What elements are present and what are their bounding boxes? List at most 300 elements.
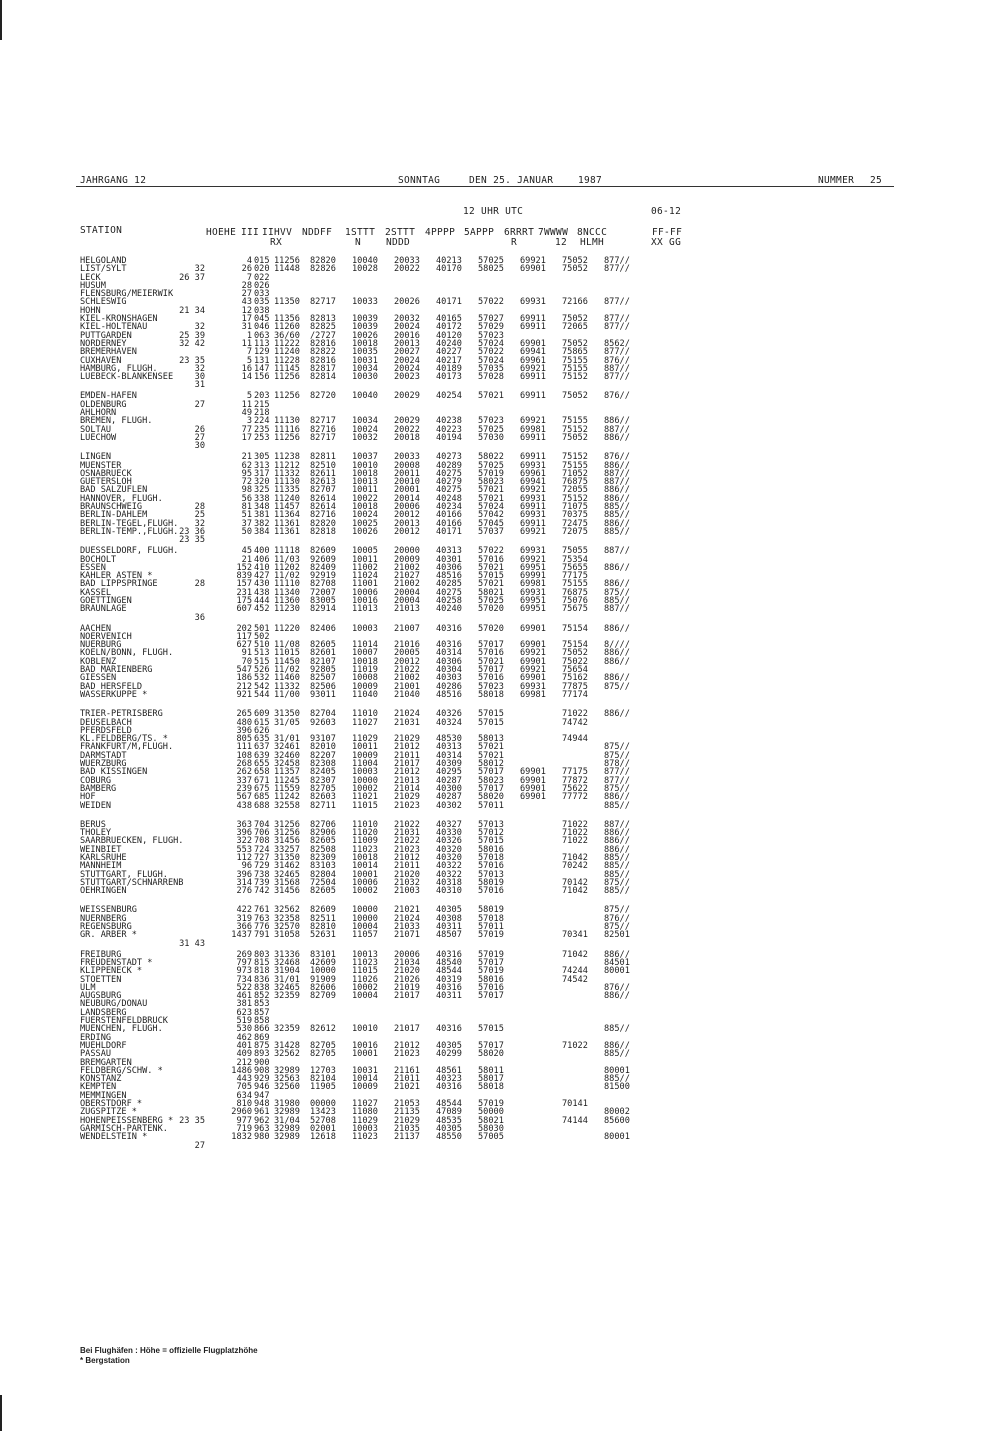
- cell-6rrrt: 69921: [520, 665, 546, 676]
- cell-iii: 803: [254, 949, 270, 960]
- cell-8nccc: 8////: [604, 640, 630, 651]
- cell-6rrrt: [520, 743, 560, 751]
- cell-1sttt: 11057: [352, 930, 378, 941]
- weekday: SONNTAG: [398, 175, 441, 186]
- cell-iii: 452: [254, 604, 270, 615]
- cell-station: KAHLER ASTEN *: [80, 571, 153, 582]
- cell-nddff: 82508: [310, 844, 336, 855]
- station-group: [80, 256, 720, 391]
- cell-hoehe: 462: [236, 1032, 252, 1043]
- cell-iii: 727: [254, 853, 270, 863]
- cell-5appp: 57016: [478, 648, 504, 659]
- cell-6rrrt: 69901: [520, 656, 546, 667]
- cell-7wwww: [562, 282, 602, 290]
- cell-8nccc: [604, 274, 669, 282]
- cell-hoehe: 443: [236, 1074, 252, 1085]
- cell-5appp: 57017: [478, 991, 504, 1002]
- cell-6rrrt: 69911: [520, 518, 546, 529]
- cell-hoehe: 805: [236, 734, 252, 745]
- cell-station: EMDEN-HAFEN: [80, 391, 137, 402]
- cell-hoehe: 31: [241, 322, 252, 333]
- cell-nddff: 83005: [310, 595, 336, 606]
- cell-iii: 738: [254, 869, 270, 880]
- cell-nddff: 82914: [310, 604, 336, 615]
- station-group: [80, 949, 720, 1151]
- cell-iihvv: 11130: [274, 477, 300, 488]
- cell-6rrrt: 69921: [520, 554, 546, 565]
- cell-4pppp: 40189: [436, 363, 462, 374]
- cell-8nccc: 875//: [604, 783, 630, 794]
- cell-5appp: 57017: [478, 957, 504, 968]
- cell-station: ESSEN: [80, 562, 106, 573]
- cell-hoehe: 797: [236, 957, 252, 968]
- cell-8nccc: 886//: [604, 416, 630, 427]
- cell-2sttt: 20033: [394, 256, 420, 266]
- cell-5appp: 57017: [478, 640, 504, 651]
- cell-5appp: [478, 282, 518, 290]
- cell-4pppp: 40240: [436, 338, 462, 349]
- cell-6rrrt: 69951: [520, 562, 546, 573]
- cell-6rrrt: 69911: [520, 322, 546, 333]
- cell-2sttt: 20032: [394, 314, 420, 325]
- cell-2sttt: [394, 1009, 434, 1017]
- cell-hoehe: 977: [236, 1115, 252, 1126]
- cell-6rrrt: 69931: [520, 493, 546, 504]
- cell-2sttt: 21033: [394, 922, 420, 933]
- cell-station: WUERZBURG: [80, 759, 127, 770]
- cell-station: KASSEL: [80, 587, 112, 598]
- cell-4pppp: 40173: [436, 372, 462, 383]
- cell-6rrrt: [520, 906, 560, 914]
- cell-station: BAMBERG: [80, 783, 117, 794]
- cell-iii: 761: [254, 905, 270, 916]
- cell-iihvv: 11110: [274, 579, 300, 590]
- cell-6rrrt: 69901: [520, 623, 546, 634]
- cell-1sttt: 10000: [352, 775, 378, 786]
- cell-7wwww: 77175: [562, 767, 588, 778]
- cell-2sttt: 20012: [394, 656, 420, 667]
- cell-nddff: 82716: [310, 510, 336, 521]
- cell-6rrrt: [520, 1075, 560, 1083]
- cell-hoehe: 14: [241, 372, 252, 383]
- cell-nddff: 82717: [310, 432, 336, 443]
- cell-4pppp: 40213: [436, 256, 462, 266]
- cell-8nccc: [604, 401, 669, 409]
- header-1sttt: 1STTT: [345, 227, 376, 238]
- cell-station: REGENSBURG: [80, 922, 132, 933]
- station-table: [80, 257, 720, 1153]
- cell-7wwww: [562, 1067, 602, 1075]
- cell-iii: 658: [254, 767, 270, 778]
- cell-7wwww: 71052: [562, 468, 588, 479]
- table-row: [80, 1132, 720, 1151]
- cell-hoehe: 810: [236, 1099, 252, 1110]
- cell-hoehe: 363: [236, 819, 252, 830]
- cell-5appp: 57005: [478, 1132, 504, 1143]
- cell-nddff: 82717: [310, 416, 336, 427]
- cell-1sttt: 10009: [352, 750, 378, 761]
- cell-nddff: 82601: [310, 648, 336, 659]
- cell-1sttt: 10014: [352, 861, 378, 872]
- cell-iii: 671: [254, 775, 270, 786]
- cell-1sttt: 11027: [352, 717, 378, 728]
- cell-4pppp: 48507: [436, 930, 462, 941]
- cell-6rrrt: 69901: [520, 338, 546, 349]
- cell-iii: 739: [254, 877, 270, 888]
- cell-ff-ff: 23 35: [179, 1115, 205, 1126]
- cell-nddff: 82511: [310, 913, 336, 924]
- cell-6rrrt: [520, 282, 560, 290]
- cell-hoehe: 401: [236, 1040, 252, 1051]
- cell-8nccc: 886//: [604, 844, 630, 855]
- cell-station: KOBLENZ: [80, 656, 117, 667]
- cell-hoehe: 11: [241, 338, 252, 349]
- cell-1sttt: 10002: [352, 783, 378, 794]
- cell-7wwww: [562, 752, 602, 760]
- cell-iii: 615: [254, 717, 270, 728]
- cell-5appp: 57023: [478, 681, 504, 692]
- cell-station: WEISSENBURG: [80, 905, 137, 916]
- cell-2sttt: 20029: [394, 416, 420, 427]
- cell-8nccc: 887//: [604, 424, 630, 435]
- cell-nddff: 82606: [310, 982, 336, 993]
- cell-nddff: [310, 274, 350, 282]
- cell-hoehe: 396: [236, 725, 252, 736]
- table-row: [80, 372, 720, 391]
- cell-5appp: 57017: [478, 767, 504, 778]
- cell-6rrrt: 69951: [520, 604, 546, 615]
- cell-hoehe: 322: [236, 836, 252, 847]
- cell-nddff: 82614: [310, 493, 336, 504]
- cell-5appp: 57012: [478, 828, 504, 839]
- cell-hoehe: 519: [236, 1016, 252, 1027]
- cell-station: KEMPTEN: [80, 1082, 117, 1093]
- cell-6rrrt: [520, 821, 560, 829]
- cell-2sttt: 21022: [394, 665, 420, 676]
- cell-4pppp: 40320: [436, 844, 462, 855]
- cell-iihvv: [274, 1009, 308, 1017]
- cell-5appp: 57015: [478, 1024, 504, 1035]
- cell-iihvv: 31904: [274, 966, 300, 977]
- cell-hoehe: 319: [236, 913, 252, 924]
- cell-8nccc: 885//: [604, 595, 630, 606]
- cell-2sttt: 21023: [394, 1049, 420, 1060]
- cell-7wwww: 75155: [562, 460, 588, 471]
- cell-hoehe: 262: [236, 767, 252, 778]
- cell-iii: 742: [254, 886, 270, 897]
- cell-nddff: [310, 1009, 350, 1017]
- cell-4pppp: 40305: [436, 905, 462, 916]
- cell-7wwww: 75152: [562, 372, 588, 383]
- cell-7wwww: 74944: [562, 734, 588, 745]
- cell-5appp: 57019: [478, 468, 504, 479]
- cell-7wwww: 71042: [562, 886, 588, 897]
- cell-4pppp: 40273: [436, 452, 462, 463]
- cell-4pppp: 40326: [436, 709, 462, 720]
- cell-2sttt: 21002: [394, 579, 420, 590]
- cell-ff-ff: 27: [194, 1140, 205, 1151]
- cell-hoehe: 21: [241, 452, 252, 463]
- cell-1sttt: 11029: [352, 734, 378, 745]
- cell-7wwww: 75654: [562, 665, 588, 676]
- cell-station: TRIER-PETRISBERG: [80, 709, 163, 720]
- cell-5appp: 58021: [478, 1115, 504, 1126]
- cell-hoehe: 276: [236, 886, 252, 897]
- cell-4pppp: 40171: [436, 526, 462, 537]
- cell-iihvv: 11/02: [274, 665, 300, 676]
- cell-iihvv: 31456: [274, 836, 300, 847]
- cell-iii: 724: [254, 844, 270, 855]
- cell-nddff: 82709: [310, 991, 336, 1002]
- cell-4pppp: 40223: [436, 424, 462, 435]
- cell-6rrrt: 69921: [520, 416, 546, 427]
- table-row: [80, 719, 720, 727]
- cell-1sttt: 11029: [352, 1115, 378, 1126]
- cell-station: BREMEN, FLUGH.: [80, 416, 153, 427]
- cell-hoehe: 337: [236, 775, 252, 786]
- cell-station: BREMGARTEN: [80, 1057, 132, 1068]
- header-iii: III: [241, 227, 260, 238]
- cell-iii: 338: [254, 493, 270, 504]
- cell-6rrrt: [520, 829, 560, 837]
- cell-hoehe: 627: [236, 640, 252, 651]
- cell-6rrrt: 69911: [520, 372, 546, 383]
- cell-7wwww: 75052: [562, 264, 588, 275]
- cell-2sttt: 20009: [394, 554, 420, 565]
- cell-hoehe: 265: [236, 709, 252, 720]
- cell-4pppp: 40240: [436, 604, 462, 615]
- cell-station: KLIPPENECK *: [80, 966, 143, 977]
- cell-6rrrt: [520, 976, 560, 984]
- cell-5appp: 58023: [478, 477, 504, 488]
- cell-iihvv: 32468: [274, 957, 300, 968]
- cell-2sttt: 21012: [394, 853, 420, 863]
- cell-4pppp: 40306: [436, 656, 462, 667]
- cell-2sttt: 21017: [394, 991, 420, 1002]
- cell-hoehe: 5: [246, 355, 252, 366]
- cell-1sttt: 11015: [352, 966, 378, 977]
- cell-hoehe: 16: [241, 363, 252, 374]
- cell-station: AACHEN: [80, 623, 112, 634]
- cell-iii: 131: [254, 355, 270, 366]
- jahrgang-label: JAHRGANG 12: [80, 175, 147, 186]
- cell-7wwww: [562, 1133, 602, 1141]
- cell-nddff: 82612: [310, 1024, 336, 1035]
- cell-4pppp: 40313: [436, 546, 462, 557]
- cell-5appp: 57015: [478, 836, 504, 847]
- cell-iihvv: 31568: [274, 877, 300, 888]
- header-12: 12: [555, 237, 568, 248]
- cell-station: MANNHEIM: [80, 861, 122, 872]
- cell-7wwww: 75052: [562, 391, 588, 402]
- cell-station: LIST/SYLT: [80, 264, 127, 275]
- cell-8nccc: 876//: [604, 982, 630, 993]
- cell-station: HOHN: [80, 305, 101, 316]
- cell-4pppp: 40166: [436, 518, 462, 529]
- cell-iihvv: 11238: [274, 452, 300, 463]
- table-row: [80, 604, 720, 623]
- cell-8nccc: 885//: [604, 526, 630, 537]
- cell-7wwww: 75154: [562, 623, 588, 634]
- cell-6rrrt: 69931: [520, 297, 546, 308]
- cell-1sttt: 11013: [352, 604, 378, 615]
- cell-iii: 215: [254, 399, 270, 410]
- cell-6rrrt: 69941: [520, 477, 546, 488]
- cell-2sttt: 21020: [394, 869, 420, 880]
- cell-1sttt: 10018: [352, 502, 378, 513]
- cell-iihvv: 11145: [274, 363, 300, 374]
- cell-5appp: 58030: [478, 1123, 504, 1134]
- issue-label: NUMMER: [818, 175, 855, 186]
- cell-hoehe: 438: [236, 800, 252, 811]
- cell-nddff: 82406: [310, 623, 336, 634]
- cell-station: FRANKFURT/M,FLUGH.: [80, 742, 174, 753]
- cell-station: FREIBURG: [80, 949, 122, 960]
- cell-hoehe: 186: [236, 673, 252, 684]
- header-r: R: [511, 237, 518, 248]
- cell-5appp: [478, 401, 518, 409]
- cell-8nccc: [604, 1000, 669, 1008]
- cell-7wwww: 75155: [562, 416, 588, 427]
- cell-4pppp: 40275: [436, 468, 462, 479]
- cell-2sttt: 20029: [394, 391, 420, 402]
- cell-2sttt: 20018: [394, 432, 420, 443]
- cell-8nccc: 877//: [604, 775, 630, 786]
- cell-1sttt: 10005: [352, 546, 378, 557]
- cell-2sttt: 21034: [394, 957, 420, 968]
- cell-iii: 763: [254, 913, 270, 924]
- cell-5appp: 57025: [478, 424, 504, 435]
- table-row: [80, 432, 720, 452]
- cell-6rrrt: [520, 710, 560, 718]
- cell-4pppp: 40320: [436, 853, 462, 863]
- cell-2sttt: 20013: [394, 338, 420, 349]
- cell-7wwww: 70375: [562, 510, 588, 521]
- footnote-mountain-station: * Bergstation: [80, 1356, 130, 1365]
- cell-1sttt: 10000: [352, 905, 378, 916]
- cell-4pppp: 40172: [436, 322, 462, 333]
- cell-8nccc: 886//: [604, 518, 630, 529]
- issue-number: 25: [870, 175, 883, 186]
- cell-ff-ff: 26 37: [179, 272, 205, 283]
- cell-5appp: 57023: [478, 416, 504, 427]
- cell-iii: 020: [254, 264, 270, 275]
- cell-station: BERLIN-TEGEL,FLUGH.: [80, 518, 179, 529]
- cell-4pppp: 40309: [436, 759, 462, 770]
- cell-station: BAD KISSINGEN: [80, 767, 148, 778]
- cell-4pppp: 47089: [436, 1107, 462, 1118]
- cell-iihvv: 11130: [274, 416, 300, 427]
- cell-2sttt: 20004: [394, 587, 420, 598]
- cell-iihvv: 11240: [274, 493, 300, 504]
- cell-iihvv: 32562: [274, 1049, 300, 1060]
- cell-iii: 776: [254, 922, 270, 933]
- cell-1sttt: 10004: [352, 991, 378, 1002]
- cell-8nccc: 885//: [604, 869, 630, 880]
- cell-4pppp: 40326: [436, 836, 462, 847]
- cell-hoehe: 547: [236, 665, 252, 676]
- cell-2sttt: 20001: [394, 485, 420, 496]
- cell-hoehe: 111: [236, 742, 252, 753]
- cell-station: THOLEY: [80, 828, 112, 839]
- cell-7wwww: 75865: [562, 347, 588, 358]
- cell-station: KIEL-KRONSHAGEN: [80, 314, 158, 325]
- cell-station: GR. ARBER *: [80, 930, 137, 941]
- cell-6rrrt: 69991: [520, 571, 546, 582]
- cell-5appp: 58025: [478, 264, 504, 275]
- cell-iihvv: 11260: [274, 322, 300, 333]
- cell-nddff: 83101: [310, 949, 336, 960]
- cell-1sttt: 11080: [352, 1107, 378, 1118]
- cell-iii: 815: [254, 957, 270, 968]
- cell-iii: 893: [254, 1049, 270, 1060]
- cell-8nccc: 886//: [604, 991, 630, 1002]
- cell-hoehe: 49: [241, 408, 252, 419]
- cell-iihvv: [274, 401, 308, 409]
- cell-iii: 948: [254, 1099, 270, 1110]
- cell-5appp: 58017: [478, 1074, 504, 1085]
- cell-nddff: 82814: [310, 372, 336, 383]
- cell-8nccc: 886//: [604, 648, 630, 659]
- cell-6rrrt: [520, 1133, 560, 1141]
- cell-6rrrt: [520, 879, 560, 887]
- cell-iii: 818: [254, 966, 270, 977]
- cell-7wwww: [562, 1050, 602, 1058]
- cell-iihvv: 11460: [274, 673, 300, 684]
- cell-1sttt: 10039: [352, 314, 378, 325]
- cell-6rrrt: [520, 1117, 560, 1125]
- station-group: [80, 625, 720, 700]
- cell-5appp: 57011: [478, 800, 504, 811]
- cell-1sttt: 11010: [352, 819, 378, 830]
- scan-edge-mark: [0, 0, 2, 40]
- cell-6rrrt: 69901: [520, 792, 546, 803]
- cell-2sttt: 21016: [394, 640, 420, 651]
- cell-nddff: 92609: [310, 554, 336, 565]
- cell-6rrrt: [520, 1125, 560, 1133]
- cell-iihvv: 11457: [274, 502, 300, 513]
- cell-1sttt: 11040: [352, 689, 378, 700]
- cell-ff-ff: 27: [194, 432, 205, 443]
- cell-4pppp: 40248: [436, 493, 462, 504]
- cell-iihvv: 11256: [274, 372, 300, 383]
- cell-8nccc: 885//: [604, 800, 630, 811]
- cell-4pppp: [436, 1009, 476, 1017]
- cell-station: OSNABRUECK: [80, 468, 132, 479]
- cell-8nccc: 886//: [604, 792, 630, 803]
- cell-iihvv: 32570: [274, 922, 300, 933]
- cell-1sttt: 10002: [352, 982, 378, 993]
- cell-station: LUECHOW: [80, 432, 117, 443]
- cell-7wwww: 77872: [562, 775, 588, 786]
- cell-4pppp: 40305: [436, 1040, 462, 1051]
- cell-iii: 655: [254, 759, 270, 770]
- cell-station: OBERSTDORF *: [80, 1099, 143, 1110]
- cell-7wwww: 76875: [562, 477, 588, 488]
- cell-1sttt: 10039: [352, 322, 378, 333]
- cell-4pppp: 48561: [436, 1065, 462, 1076]
- cell-5appp: 57021: [478, 579, 504, 590]
- cell-station: DARMSTADT: [80, 750, 127, 761]
- cell-7wwww: 74244: [562, 966, 588, 977]
- cell-nddff: 82804: [310, 869, 336, 880]
- cell-iii: 532: [254, 673, 270, 684]
- cell-hoehe: 2960: [231, 1107, 252, 1118]
- cell-iii: 400: [254, 546, 270, 557]
- cell-hoehe: 1: [246, 330, 252, 341]
- cell-iihvv: 32558: [274, 800, 300, 811]
- cell-5appp: 57022: [478, 347, 504, 358]
